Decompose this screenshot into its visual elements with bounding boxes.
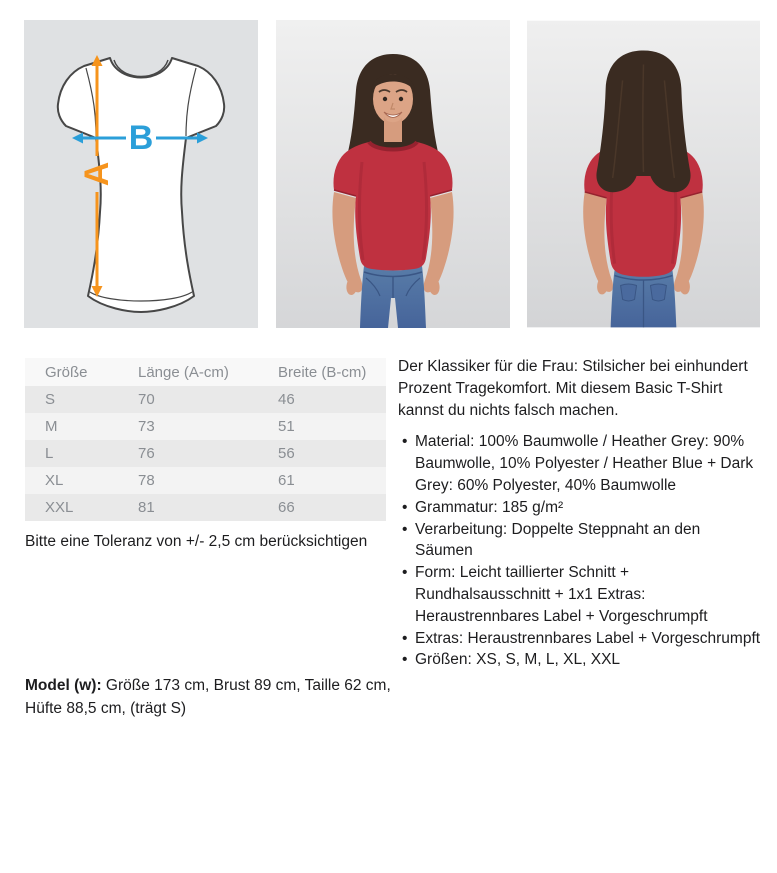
description-bullet-list xyxy=(398,431,762,671)
bullet-icon: • xyxy=(402,498,408,516)
model-front-photo xyxy=(276,20,510,328)
size-diagram-panel xyxy=(24,20,258,328)
bullet-text: Form: Leicht taillierter Schnitt + Rundhalsausschnitt + 1x1 Extras: Heraustrennbares Label + Vorgeschrumpft xyxy=(415,564,708,625)
width-cell: 66 xyxy=(278,499,295,516)
jeans-left-back-pocket xyxy=(621,284,637,301)
size-chart-table xyxy=(25,358,386,521)
tolerance-note: Bitte eine Toleranz von +/- 2,5 cm berücksichtigen xyxy=(25,533,368,550)
list-item xyxy=(398,562,762,627)
description-intro: Der Klassiker für die Frau: Stilsicher bei einhundert Prozent Tragekomfort. Mit diesem Basic T-Shirt kannst du nichts falsch machen. xyxy=(398,358,748,419)
size-cell: L xyxy=(45,445,54,462)
model-measurements-label: Model (w): xyxy=(25,677,102,694)
col-header-length: Länge (A-cm) xyxy=(138,363,229,381)
col-header-width: Breite (B-cm) xyxy=(278,363,367,381)
model-measurements-text: Größe 173 cm, Brust 89 cm, Taille 62 cm, Hüfte 88,5 cm, (trägt S) xyxy=(25,677,391,717)
size-cell: XL xyxy=(45,472,64,489)
bullet-icon: • xyxy=(402,629,408,647)
width-cell: 46 xyxy=(278,391,295,408)
bullet-icon: • xyxy=(402,520,408,538)
list-item xyxy=(398,431,762,496)
model-front-illustration xyxy=(276,20,510,328)
width-cell: 56 xyxy=(278,445,295,462)
table-row xyxy=(25,413,386,440)
size-chart-header-row xyxy=(25,358,386,386)
size-cell: XXL xyxy=(45,499,74,516)
label-a: A xyxy=(78,161,116,187)
col-header-size: Größe xyxy=(45,363,88,381)
model-back-illustration xyxy=(527,20,760,328)
width-cell: 51 xyxy=(278,418,295,435)
table-row xyxy=(25,467,386,494)
bullet-icon: • xyxy=(402,433,408,451)
tshirt-measurement-diagram xyxy=(24,20,258,328)
bullet-text: Größen: XS, S, M, L, XL, XXL xyxy=(415,651,621,669)
width-cell: 61 xyxy=(278,472,295,489)
bullet-icon: • xyxy=(402,564,408,582)
right-eye xyxy=(399,97,403,101)
bullet-text: Grammatur: 185 g/m² xyxy=(415,498,564,516)
length-cell: 78 xyxy=(138,472,155,489)
list-item xyxy=(398,519,762,563)
bullet-text: Verarbeitung: Doppelte Steppnaht an den Säumen xyxy=(415,520,701,560)
length-cell: 81 xyxy=(138,499,155,516)
left-eye xyxy=(383,97,387,101)
list-item xyxy=(398,649,762,671)
product-description xyxy=(398,356,762,671)
length-cell: 70 xyxy=(138,391,155,408)
model-back-photo xyxy=(527,20,760,328)
model-measurements xyxy=(25,674,397,720)
table-row xyxy=(25,440,386,467)
jeans-right-back-pocket xyxy=(650,284,666,301)
bullet-text: Extras: Heraustrennbares Label + Vorgeschrumpft xyxy=(415,629,761,647)
table-row xyxy=(25,494,386,521)
length-cell: 76 xyxy=(138,445,155,462)
size-cell: M xyxy=(45,418,58,435)
list-item xyxy=(398,497,762,519)
table-row xyxy=(25,386,386,413)
bullet-text: Material: 100% Baumwolle / Heather Grey: 90% Baumwolle, 10% Polyester / Heather Blue + Dark Grey: 60% Polyester, 40% Baumwolle xyxy=(415,433,754,494)
size-cell: S xyxy=(45,391,56,408)
length-cell: 73 xyxy=(138,418,155,435)
label-b: B xyxy=(128,119,154,157)
bullet-icon: • xyxy=(402,651,408,669)
list-item xyxy=(398,628,762,650)
